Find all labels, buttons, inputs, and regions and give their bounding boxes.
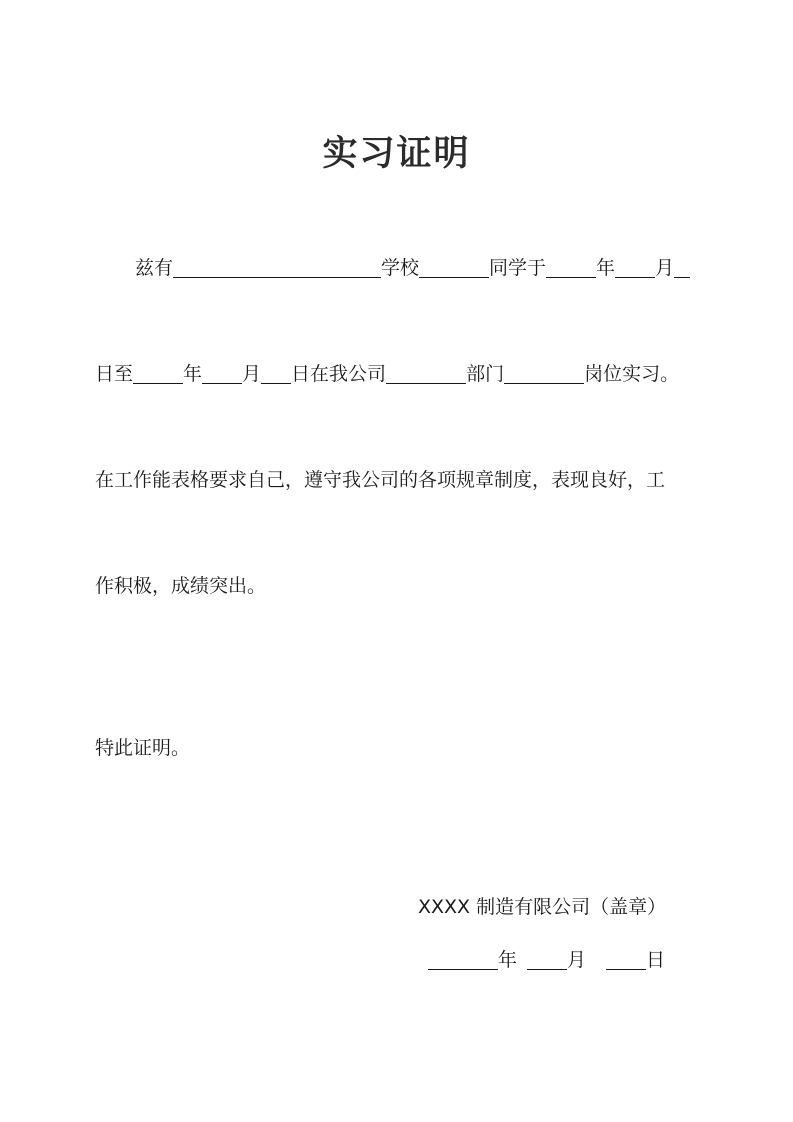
text-department: 部门 xyxy=(466,363,505,385)
text-classmate-on: 同学于 xyxy=(489,257,547,279)
text-school: 学校 xyxy=(381,257,420,279)
blank-department[interactable] xyxy=(386,361,466,384)
blank-end-year[interactable] xyxy=(133,361,183,384)
page-title: 实习证明 xyxy=(322,134,471,174)
text-day-to: 日至 xyxy=(95,363,134,385)
text-sign-month: 月 xyxy=(567,949,587,971)
signature-company: XXXX 制造有限公司（盖章） xyxy=(418,896,667,918)
blank-start-day[interactable] xyxy=(674,255,690,278)
blank-start-year[interactable] xyxy=(546,255,596,278)
text-sign-day: 日 xyxy=(646,949,666,971)
text-zi-you: 兹有 xyxy=(135,257,174,279)
blank-sign-month[interactable] xyxy=(527,947,567,970)
paragraph-line-3: 在工作能表格要求自己，遵守我公司的各项规章制度，表现良好，工 xyxy=(95,469,666,491)
blank-position[interactable] xyxy=(504,361,584,384)
text-position-internship: 岗位实习。 xyxy=(584,363,680,385)
text-day-at-company: 日在我公司 xyxy=(291,363,387,385)
blank-student-name[interactable] xyxy=(173,255,381,278)
text-year-2: 年 xyxy=(183,363,203,385)
blank-sign-year[interactable] xyxy=(428,947,498,970)
text-year-1: 年 xyxy=(596,257,616,279)
blank-school-name[interactable] xyxy=(419,255,489,278)
signature-date xyxy=(428,946,665,974)
closing-statement: 特此证明。 xyxy=(95,737,191,759)
paragraph-line-4: 作积极，成绩突出。 xyxy=(95,575,267,597)
paragraph-line-2 xyxy=(95,360,679,388)
paragraph-line-1 xyxy=(95,254,690,282)
blank-end-month[interactable] xyxy=(202,361,242,384)
blank-start-month[interactable] xyxy=(615,255,655,278)
text-sign-year: 年 xyxy=(498,949,518,971)
text-month-2: 月 xyxy=(242,363,262,385)
blank-sign-day[interactable] xyxy=(606,947,646,970)
blank-end-day[interactable] xyxy=(261,361,291,384)
text-month-1: 月 xyxy=(655,257,675,279)
